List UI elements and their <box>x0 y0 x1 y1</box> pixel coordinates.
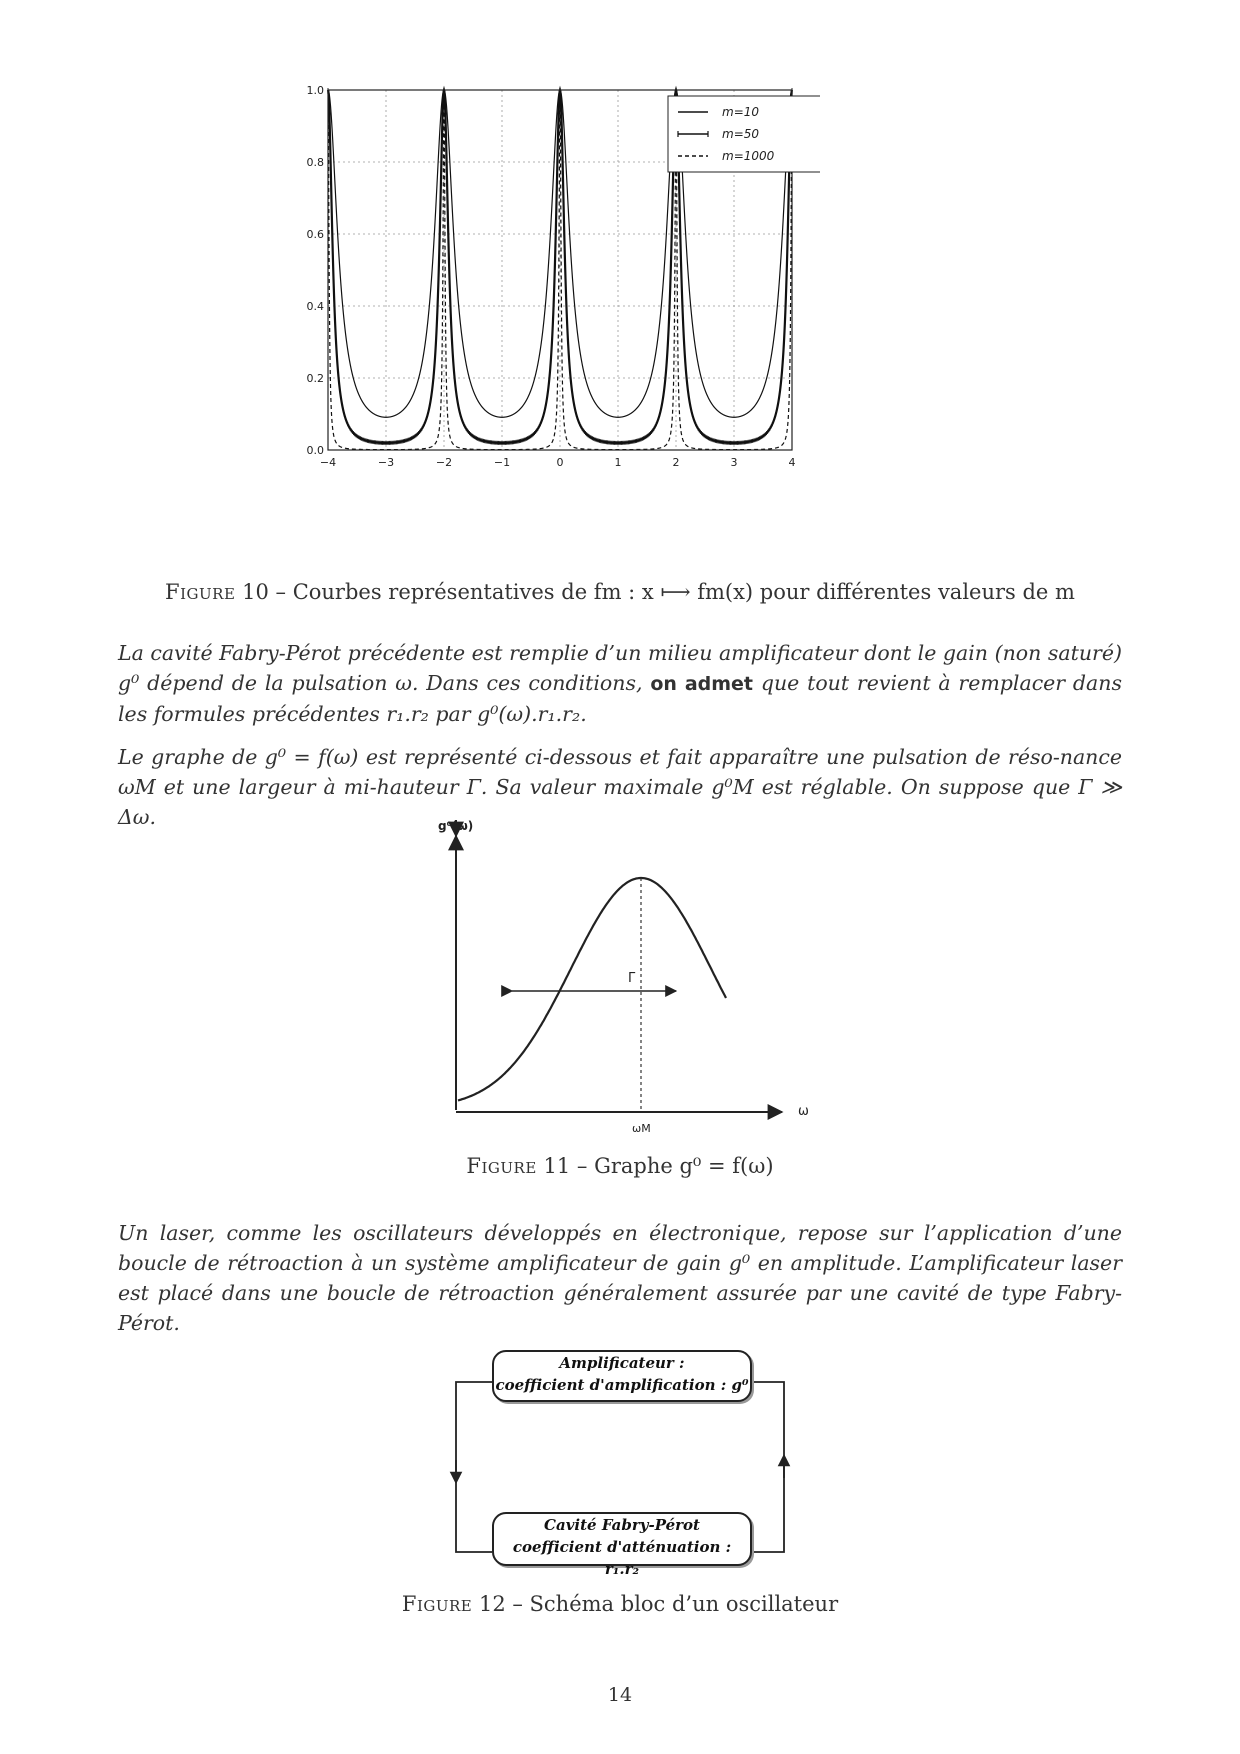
x-tick-label: 4 <box>788 456 796 469</box>
legend-label: m=1000 <box>722 149 775 163</box>
cavity-title: Cavité Fabry-Pérot <box>544 1516 700 1534</box>
y-tick-label: 0.4 <box>306 300 324 313</box>
y-tick-label: 0.0 <box>306 444 324 457</box>
cavity-block <box>492 1512 752 1578</box>
y-tick-label: 0.8 <box>306 156 324 169</box>
x-axis-label: ω <box>798 1104 809 1119</box>
figure-11-caption-number: 11 <box>543 1154 571 1178</box>
figure-11-caption-text: – Graphe g⁰ = f(ω) <box>570 1154 774 1178</box>
figure-10-chart <box>300 80 820 470</box>
legend-label: m=50 <box>722 127 760 141</box>
y-tick-label: 0.6 <box>306 228 324 241</box>
figure-11-caption <box>0 1154 1240 1178</box>
paragraph-1-a: La cavité Fabry-Pérot précédente est remplie d’un milieu amplificateur dont le gain (non saturé) g⁰ dépend de la pulsation ω. Dans ces conditions, <box>118 641 1122 695</box>
figure-12-caption-prefix: Figure <box>401 1592 473 1616</box>
paragraph-3: Un laser, comme les oscillateurs développés en électronique, repose sur l’application d’une boucle de rétroaction à un système amplificateur de gain g⁰ en amplitude. L’amplificateur laser est placé dans une boucle de rétroaction généralement assurée par une cavité de type Fabry-Pérot. <box>118 1221 1122 1335</box>
figure-10-caption-number: 10 <box>242 580 269 604</box>
figure-11-caption-prefix: Figure <box>466 1154 537 1178</box>
figure-10-caption-text: – Courbes représentatives de fm : x ⟼ fm(x) pour différentes valeurs de m <box>268 580 1075 604</box>
peak-label: ωM <box>632 1122 651 1135</box>
x-tick-label: −1 <box>493 456 511 469</box>
width-label: Γ <box>628 971 636 986</box>
y-axis-label: g⁰(ω) <box>438 820 474 833</box>
paragraph-1-emphasis: on admet <box>650 673 754 695</box>
figure-11-chart <box>420 820 820 1140</box>
x-tick-label: −4 <box>319 456 337 469</box>
cavity-coefficient: coefficient d'atténuation : r₁.r₂ <box>512 1538 732 1578</box>
figure-12-caption <box>0 1592 1240 1616</box>
gain-curve <box>458 878 726 1101</box>
figure-10-caption <box>0 580 1240 604</box>
paragraph-2: Le graphe de g⁰ = f(ω) est représenté ci-dessous et fait apparaître une pulsation de réso-nance ωM et une largeur à mi-hauteur Γ. Sa valeur maximale g⁰M est réglable. On suppose que Γ ≫ Δω. <box>118 745 1122 829</box>
y-tick-label: 0.2 <box>306 372 324 385</box>
amplifier-title: Amplificateur : <box>559 1354 685 1372</box>
paragraph-1-c: que tout revient à remplacer dans les formules précédentes r₁.r₂ par g⁰(ω).r₁.r₂. <box>118 671 1122 726</box>
page-number: 14 <box>607 1684 633 1706</box>
figure-12-caption-text: – Schéma bloc d’un oscillateur <box>505 1592 839 1616</box>
x-tick-label: 0 <box>556 456 564 469</box>
x-tick-label: 3 <box>730 456 738 469</box>
figure-10-caption-prefix: Figure <box>165 580 236 604</box>
x-tick-label: 1 <box>614 456 622 469</box>
x-tick-label: −2 <box>435 456 453 469</box>
figure-12-caption-number: 12 <box>478 1592 506 1616</box>
x-tick-label: 2 <box>672 456 680 469</box>
y-tick-label: 1.0 <box>306 84 324 97</box>
paragraph-1 <box>118 638 1122 729</box>
legend-label: m=10 <box>722 105 760 119</box>
x-tick-label: −3 <box>377 456 395 469</box>
amplifier-block <box>492 1350 752 1402</box>
amplifier-coefficient: coefficient d'amplification : g⁰ <box>495 1376 749 1394</box>
